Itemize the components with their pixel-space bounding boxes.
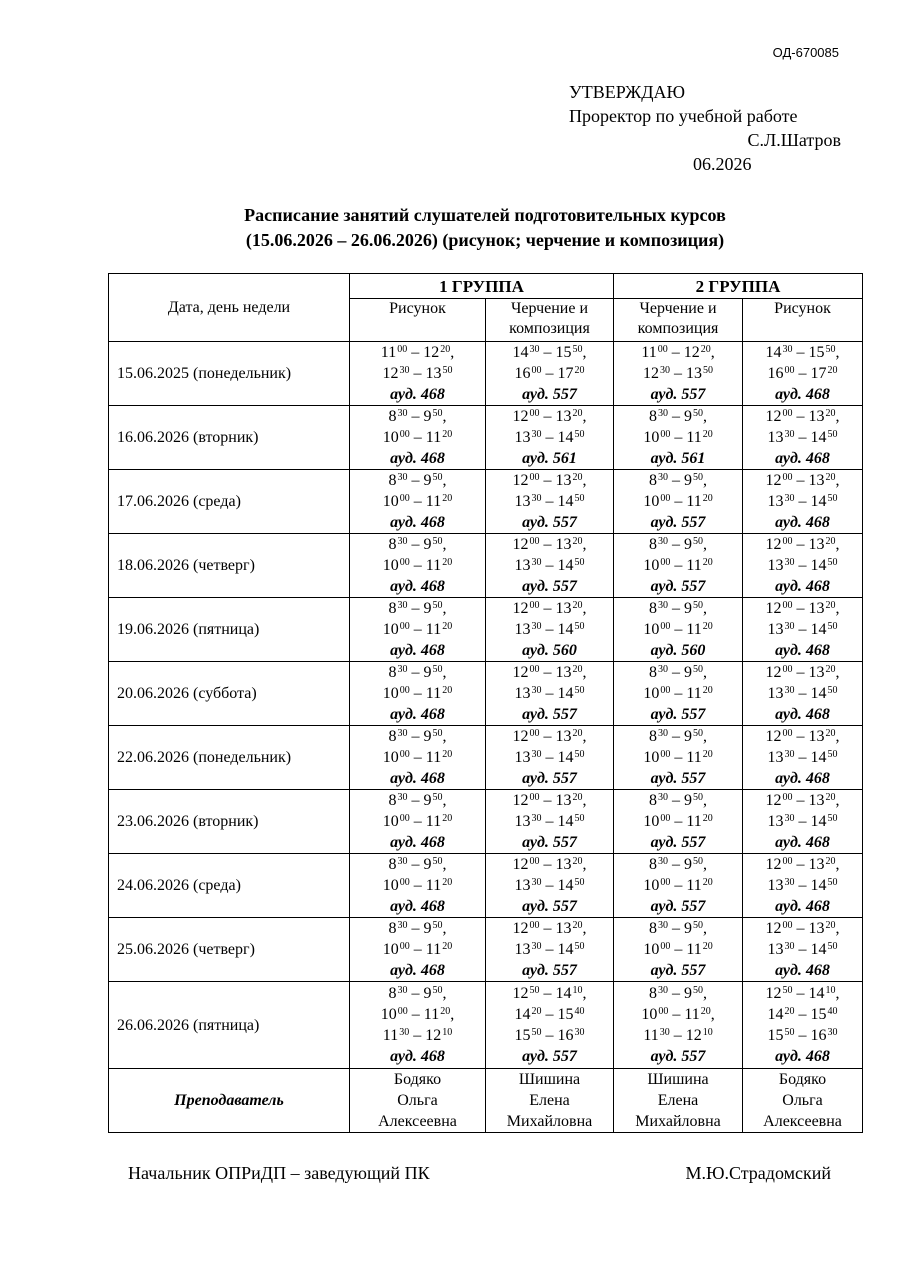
room-number: ауд. 468 [390, 898, 445, 915]
schedule-cell [486, 726, 614, 790]
teacher-name-part: Ольга [397, 1092, 438, 1109]
time-range: $10^{00} - 11^{20}$ [643, 941, 713, 958]
teacher-name-part: Елена [657, 1092, 699, 1109]
time-range: $8^{30} - 9^{50}$, [649, 664, 708, 681]
room-number: ауд. 468 [390, 450, 445, 467]
time-range: $13^{30} - 14^{50}$ [514, 941, 585, 958]
time-range: $12^{00} - 13^{20}$, [512, 920, 587, 937]
time-range: $8^{30} - 9^{50}$, [388, 664, 447, 681]
room-number: ауд. 468 [775, 1048, 830, 1065]
schedule-cell [350, 854, 486, 918]
time-range: $8^{30} - 9^{50}$, [388, 472, 447, 489]
table-row [109, 918, 863, 982]
time-range: $13^{30} - 14^{50}$ [514, 493, 585, 510]
time-range: $14^{30} - 15^{50}$, [765, 344, 840, 361]
row-date: 26.06.2026 (пятница) [109, 982, 350, 1069]
room-number: ауд. 557 [650, 706, 706, 723]
time-range: $10^{00} - 11^{20}$ [643, 877, 713, 894]
group-2-header: 2 ГРУППА [614, 274, 863, 299]
time-range: $13^{30} - 14^{50}$ [514, 557, 585, 574]
room-number: ауд. 468 [390, 642, 445, 659]
room-number: ауд. 557 [522, 1048, 577, 1065]
time-range: $12^{00} - 13^{20}$, [512, 728, 587, 745]
room-number: ауд. 557 [522, 706, 577, 723]
schedule-cell [614, 662, 743, 726]
time-range: $12^{00} - 13^{20}$, [765, 664, 840, 681]
table-row [109, 406, 863, 470]
room-number: ауд. 557 [650, 386, 706, 403]
time-range: $8^{30} - 9^{50}$, [388, 600, 447, 617]
time-range: $12^{00} - 13^{20}$, [765, 472, 840, 489]
footer-name: М.Ю.Страдомский [685, 1163, 831, 1183]
time-range: $11^{00} - 12^{20}$, [641, 344, 715, 361]
time-range: $13^{30} - 14^{50}$ [514, 877, 585, 894]
time-range: $8^{30} - 9^{50}$, [649, 600, 708, 617]
time-range: $11^{30} - 12^{10}$ [643, 1027, 713, 1044]
room-number: ауд. 468 [775, 514, 830, 531]
teacher-name-part: Алексеевна [378, 1113, 457, 1130]
teacher-name-part: Шишина [518, 1071, 581, 1088]
room-number: ауд. 560 [650, 642, 706, 659]
time-range: $10^{00} - 11^{20}$ [382, 877, 453, 894]
teacher-name [743, 1069, 863, 1133]
schedule-cell [614, 534, 743, 598]
row-date: 18.06.2026 (четверг) [109, 534, 350, 598]
schedule-cell [614, 726, 743, 790]
time-range: $12^{30} - 13^{50}$ [643, 365, 714, 382]
room-number: ауд. 557 [650, 770, 706, 787]
schedule-cell [486, 598, 614, 662]
time-range: $12^{00} - 13^{20}$, [765, 600, 840, 617]
row-date: 25.06.2026 (четверг) [109, 918, 350, 982]
room-number: ауд. 468 [390, 386, 445, 403]
schedule-cell [743, 982, 863, 1069]
time-range: $8^{30} - 9^{50}$, [649, 856, 708, 873]
schedule-cell [486, 342, 614, 406]
table-row [109, 790, 863, 854]
row-date: 16.06.2026 (вторник) [109, 406, 350, 470]
room-number: ауд. 557 [650, 514, 706, 531]
room-number: ауд. 557 [522, 962, 577, 979]
schedule-cell [486, 918, 614, 982]
teacher-name-part: Михайловна [635, 1113, 721, 1130]
row-date: 17.06.2026 (среда) [109, 470, 350, 534]
schedule-cell [614, 982, 743, 1069]
time-range: $13^{30} - 14^{50}$ [767, 429, 838, 446]
teacher-name-part: Бодяко [393, 1071, 442, 1088]
time-range: $8^{30} - 9^{50}$, [388, 728, 447, 745]
time-range: $12^{00} - 13^{20}$, [765, 792, 840, 809]
room-number: ауд. 557 [650, 962, 706, 979]
time-range: $15^{50} - 16^{30}$ [767, 1027, 838, 1044]
time-range: $16^{00} - 17^{20}$ [514, 365, 585, 382]
time-range: $13^{30} - 14^{50}$ [767, 749, 838, 766]
time-range: $8^{30} - 9^{50}$, [649, 792, 708, 809]
room-number: ауд. 557 [522, 834, 577, 851]
row-date: 23.06.2026 (вторник) [109, 790, 350, 854]
schedule-cell [614, 598, 743, 662]
schedule-cell [486, 470, 614, 534]
time-range: $13^{30} - 14^{50}$ [514, 429, 585, 446]
schedule-cell [350, 726, 486, 790]
time-range: $10^{00} - 11^{20}$, [641, 1006, 715, 1023]
teacher-label: Преподаватель [109, 1069, 350, 1133]
time-range: $8^{30} - 9^{50}$, [388, 856, 447, 873]
room-number: ауд. 468 [390, 770, 445, 787]
time-range: $12^{00} - 13^{20}$, [512, 472, 587, 489]
time-range: $12^{00} - 13^{20}$, [765, 536, 840, 553]
room-number: ауд. 468 [775, 642, 830, 659]
teacher-name [350, 1069, 486, 1133]
room-number: ауд. 468 [390, 706, 445, 723]
time-range: $12^{00} - 13^{20}$, [512, 536, 587, 553]
table-row [109, 470, 863, 534]
row-date: 20.06.2026 (суббота) [109, 662, 350, 726]
room-number: ауд. 557 [522, 898, 577, 915]
schedule-cell [614, 790, 743, 854]
time-range: $11^{00} - 12^{20}$, [380, 344, 455, 361]
teacher-name-part: Михайловна [506, 1113, 593, 1130]
time-range: $12^{50} - 14^{10}$, [765, 985, 840, 1002]
schedule-cell [486, 534, 614, 598]
approval-name: С.Л.Шатров [747, 130, 841, 150]
room-number: ауд. 557 [522, 770, 577, 787]
approval-block [569, 80, 841, 176]
time-range: $8^{30} - 9^{50}$, [388, 792, 447, 809]
schedule-cell [486, 406, 614, 470]
time-range: $12^{00} - 13^{20}$, [765, 408, 840, 425]
room-number: ауд. 560 [522, 642, 577, 659]
room-number: ауд. 468 [775, 578, 830, 595]
time-range: $8^{30} - 9^{50}$, [649, 920, 708, 937]
schedule-cell [743, 854, 863, 918]
time-range: $13^{30} - 14^{50}$ [767, 557, 838, 574]
schedule-cell [743, 598, 863, 662]
schedule-cell [614, 342, 743, 406]
date-header: Дата, день недели [109, 274, 350, 342]
schedule-cell [743, 342, 863, 406]
schedule-cell [486, 662, 614, 726]
time-range: $8^{30} - 9^{50}$, [388, 536, 447, 553]
table-row [109, 534, 863, 598]
time-range: $10^{00} - 11^{20}$ [643, 813, 713, 830]
time-range: $8^{30} - 9^{50}$, [388, 985, 447, 1002]
time-range: $8^{30} - 9^{50}$, [649, 536, 708, 553]
subject-header: Черчение и композиция [614, 299, 743, 342]
table-row [109, 982, 863, 1069]
time-range: $8^{30} - 9^{50}$, [388, 920, 447, 937]
title-line-2: (15.06.2026 – 26.06.2026) (рисунок; черчение и композиция) [245, 230, 725, 250]
schedule-cell [486, 790, 614, 854]
subject-header: Рисунок [743, 299, 863, 342]
room-number: ауд. 557 [650, 1048, 706, 1065]
group-1-header: 1 ГРУППА [350, 274, 614, 299]
room-number: ауд. 468 [775, 770, 830, 787]
room-number: ауд. 468 [390, 1048, 445, 1065]
table-row [109, 726, 863, 790]
room-number: ауд. 468 [775, 834, 830, 851]
time-range: $10^{00} - 11^{20}$ [643, 749, 713, 766]
schedule-cell [350, 342, 486, 406]
schedule-cell [743, 534, 863, 598]
room-number: ауд. 468 [775, 450, 830, 467]
time-range: $12^{00} - 13^{20}$, [512, 792, 587, 809]
room-number: ауд. 557 [650, 898, 706, 915]
table-row [109, 598, 863, 662]
schedule-cell [350, 918, 486, 982]
time-range: $13^{30} - 14^{50}$ [514, 621, 585, 638]
time-range: $12^{00} - 13^{20}$, [765, 920, 840, 937]
row-date: 22.06.2026 (понедельник) [109, 726, 350, 790]
room-number: ауд. 561 [522, 450, 577, 467]
room-number: ауд. 561 [650, 450, 706, 467]
time-range: $10^{00} - 11^{20}$ [643, 621, 713, 638]
document-title [0, 203, 905, 253]
teacher-name-part: Ольга [782, 1092, 823, 1109]
schedule-cell [350, 662, 486, 726]
time-range: $15^{50} - 16^{30}$ [514, 1027, 585, 1044]
time-range: $12^{00} - 13^{20}$, [512, 856, 587, 873]
room-number: ауд. 557 [522, 578, 577, 595]
teacher-name-part: Шишина [647, 1071, 709, 1088]
footer-position: Начальник ОПРиДП – заведующий ПК [128, 1163, 430, 1183]
room-number: ауд. 468 [775, 706, 830, 723]
table-row [109, 662, 863, 726]
time-range: $13^{30} - 14^{50}$ [767, 813, 838, 830]
room-number: ауд. 468 [390, 578, 445, 595]
time-range: $10^{00} - 11^{20}$ [382, 941, 453, 958]
time-range: $10^{00} - 11^{20}$ [643, 493, 713, 510]
room-number: ауд. 468 [390, 834, 445, 851]
subject-header: Черчение и композиция [486, 299, 614, 342]
time-range: $10^{00} - 11^{20}$ [643, 685, 713, 702]
schedule-cell [743, 662, 863, 726]
room-number: ауд. 468 [775, 962, 830, 979]
room-number: ауд. 468 [775, 386, 830, 403]
schedule-table [108, 273, 863, 1133]
schedule-cell [614, 854, 743, 918]
schedule-cell [614, 918, 743, 982]
table-header-row [109, 274, 863, 299]
time-range: $14^{30} - 15^{50}$, [512, 344, 587, 361]
schedule-cell [350, 982, 486, 1069]
time-range: $12^{00} - 13^{20}$, [765, 728, 840, 745]
schedule-cell [350, 406, 486, 470]
time-range: $12^{30} - 13^{50}$ [382, 365, 453, 382]
time-range: $13^{30} - 14^{50}$ [767, 685, 838, 702]
time-range: $10^{00} - 11^{20}$ [382, 813, 453, 830]
room-number: ауд. 468 [775, 898, 830, 915]
teacher-name-part: Елена [529, 1092, 570, 1109]
schedule-cell [743, 470, 863, 534]
time-range: $12^{00} - 13^{20}$, [765, 856, 840, 873]
row-date: 19.06.2026 (пятница) [109, 598, 350, 662]
time-range: $13^{30} - 14^{50}$ [767, 877, 838, 894]
time-range: $10^{00} - 11^{20}$, [380, 1006, 455, 1023]
room-number: ауд. 557 [650, 834, 706, 851]
room-number: ауд. 557 [522, 386, 577, 403]
schedule-cell [350, 534, 486, 598]
time-range: $10^{00} - 11^{20}$ [382, 493, 453, 510]
time-range: $8^{30} - 9^{50}$, [649, 408, 708, 425]
room-number: ауд. 468 [390, 962, 445, 979]
schedule-cell [614, 470, 743, 534]
row-date: 24.06.2026 (среда) [109, 854, 350, 918]
room-number: ауд. 468 [390, 514, 445, 531]
teacher-row [109, 1069, 863, 1133]
time-range: $12^{00} - 13^{20}$, [512, 664, 587, 681]
time-range: $16^{00} - 17^{20}$ [767, 365, 838, 382]
time-range: $10^{00} - 11^{20}$ [382, 557, 453, 574]
schedule-cell [486, 854, 614, 918]
schedule-cell [743, 406, 863, 470]
schedule-cell [614, 406, 743, 470]
document-code: ОД-670085 [772, 45, 839, 60]
time-range: $11^{30} - 12^{10}$ [382, 1027, 453, 1044]
schedule-cell [350, 598, 486, 662]
approval-position: Проректор по учебной работе [569, 106, 798, 126]
time-range: $12^{00} - 13^{20}$, [512, 600, 587, 617]
teacher-name [614, 1069, 743, 1133]
approval-date: 06.2026 [693, 154, 752, 174]
schedule-cell [350, 470, 486, 534]
title-line-1: Расписание занятий слушателей подготовительных курсов [244, 205, 726, 225]
time-range: $14^{20} - 15^{40}$ [514, 1006, 585, 1023]
teacher-name [486, 1069, 614, 1133]
time-range: $10^{00} - 11^{20}$ [382, 429, 453, 446]
room-number: ауд. 557 [522, 514, 577, 531]
schedule-cell [486, 982, 614, 1069]
time-range: $10^{00} - 11^{20}$ [643, 557, 713, 574]
time-range: $8^{30} - 9^{50}$, [649, 472, 708, 489]
teacher-name-part: Алексеевна [763, 1113, 842, 1130]
time-range: $10^{00} - 11^{20}$ [382, 621, 453, 638]
time-range: $13^{30} - 14^{50}$ [767, 941, 838, 958]
time-range: $14^{20} - 15^{40}$ [767, 1006, 838, 1023]
schedule-cell [743, 918, 863, 982]
time-range: $13^{30} - 14^{50}$ [514, 813, 585, 830]
schedule-cell [743, 790, 863, 854]
time-range: $12^{00} - 13^{20}$, [512, 408, 587, 425]
teacher-name-part: Бодяко [778, 1071, 827, 1088]
time-range: $13^{30} - 14^{50}$ [514, 749, 585, 766]
table-row [109, 854, 863, 918]
time-range: $10^{00} - 11^{20}$ [382, 749, 453, 766]
approval-heading: УТВЕРЖДАЮ [569, 82, 686, 102]
time-range: $12^{50} - 14^{10}$, [512, 985, 587, 1002]
time-range: $13^{30} - 14^{50}$ [514, 685, 585, 702]
time-range: $8^{30} - 9^{50}$, [649, 985, 708, 1002]
room-number: ауд. 557 [650, 578, 706, 595]
time-range: $8^{30} - 9^{50}$, [388, 408, 447, 425]
time-range: $10^{00} - 11^{20}$ [643, 429, 713, 446]
time-range: $10^{00} - 11^{20}$ [382, 685, 453, 702]
subject-header: Рисунок [350, 299, 486, 342]
schedule-cell [743, 726, 863, 790]
time-range: $8^{30} - 9^{50}$, [649, 728, 708, 745]
time-range: $13^{30} - 14^{50}$ [767, 621, 838, 638]
table-row [109, 342, 863, 406]
row-date: 15.06.2025 (понедельник) [109, 342, 350, 406]
time-range: $13^{30} - 14^{50}$ [767, 493, 838, 510]
schedule-cell [350, 790, 486, 854]
